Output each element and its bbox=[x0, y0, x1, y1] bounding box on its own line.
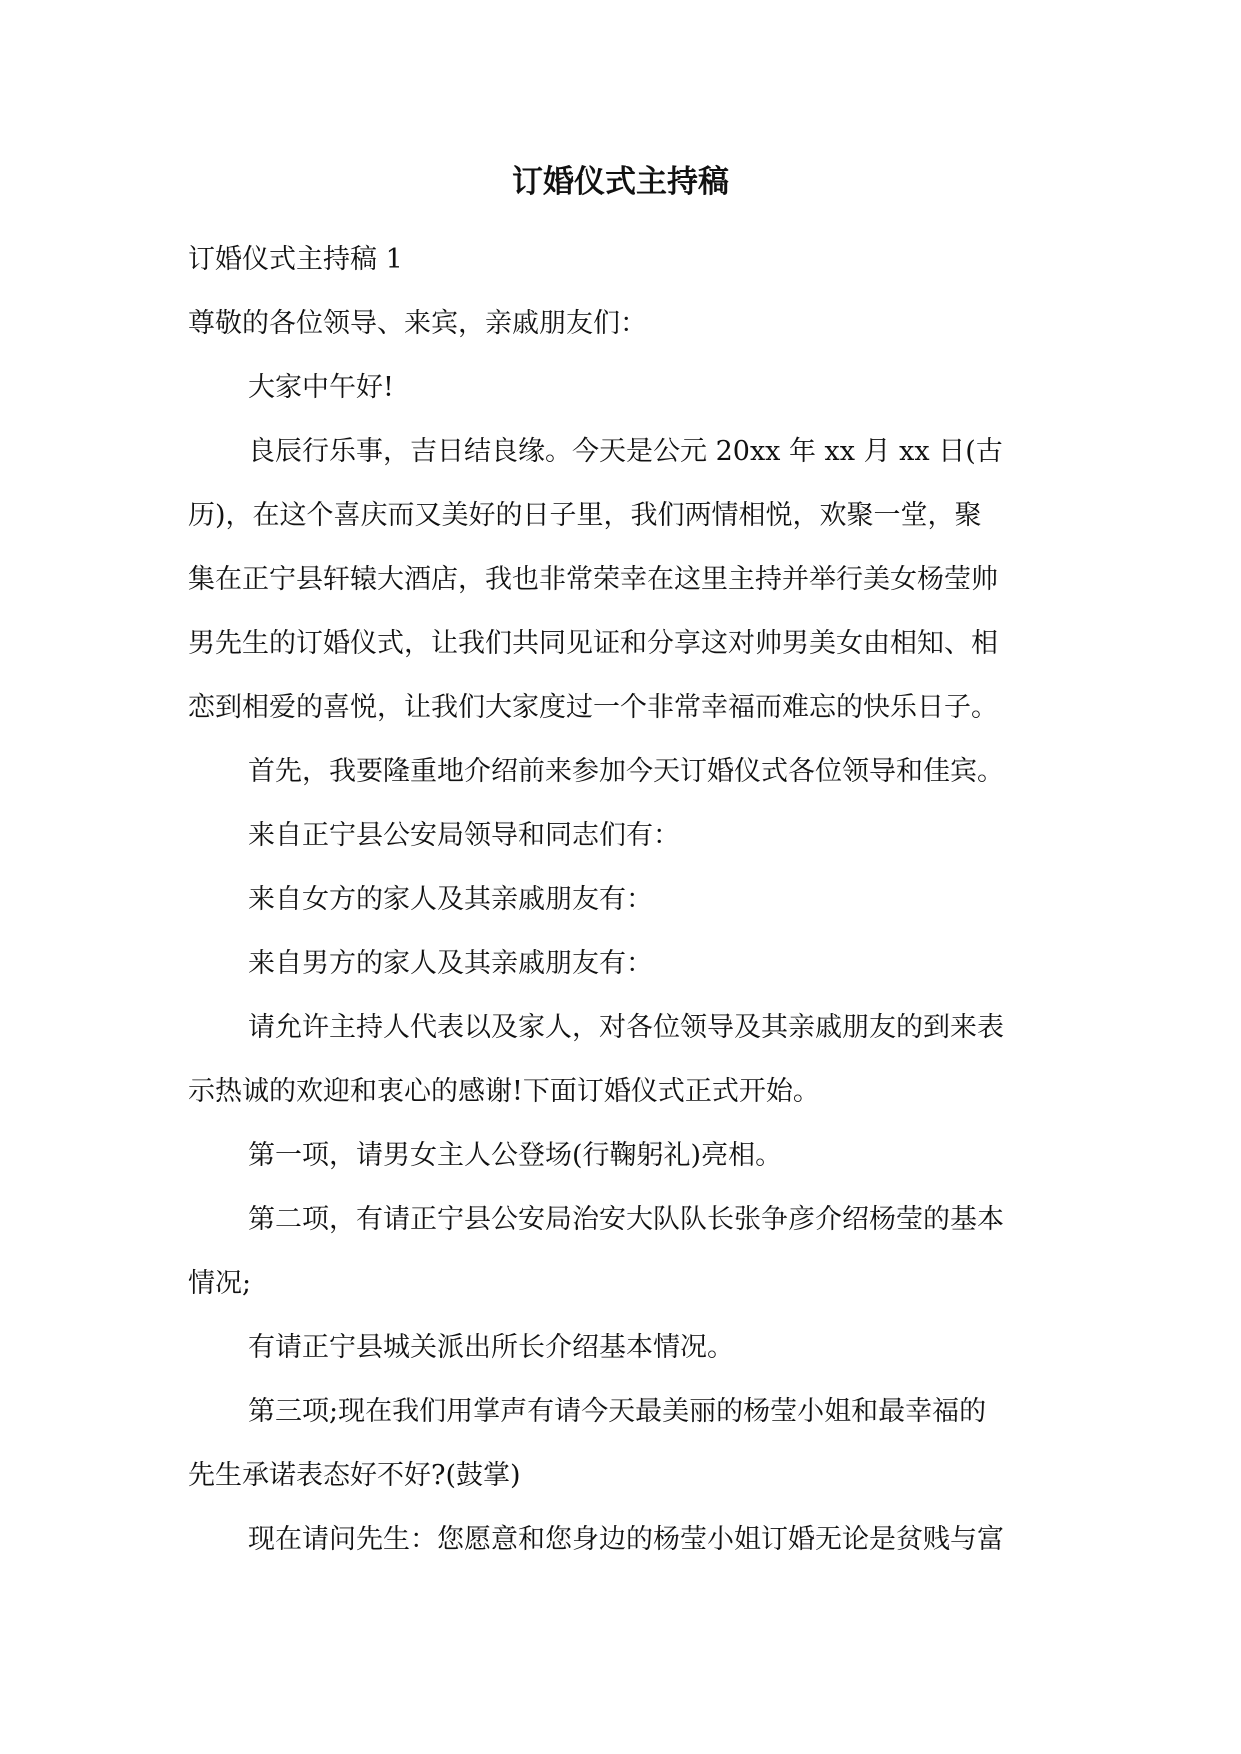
text-line: 大家中午好! bbox=[248, 372, 394, 403]
text-line: 情况; bbox=[188, 1268, 252, 1299]
text-line: 来自男方的家人及其亲戚朋友有： bbox=[248, 948, 653, 979]
text-line: 来自正宁县公安局领导和同志们有： bbox=[248, 820, 680, 851]
text-line: 历)，在这个喜庆而又美好的日子里，我们两情相悦，欢聚一堂，聚 bbox=[188, 500, 982, 531]
document-title: 订婚仪式主持稿 bbox=[512, 164, 729, 200]
text-line: 首先，我要隆重地介绍前来参加今天订婚仪式各位领导和佳宾。 bbox=[248, 756, 1004, 787]
text-line: 集在正宁县轩辕大酒店，我也非常荣幸在这里主持并举行美女杨莹帅 bbox=[188, 564, 998, 595]
text-line: 有请正宁县城关派出所长介绍基本情况。 bbox=[248, 1332, 734, 1363]
text-line: 订婚仪式主持稿 1 bbox=[188, 244, 403, 275]
text-line: 尊敬的各位领导、来宾，亲戚朋友们： bbox=[188, 308, 647, 339]
text-line: 来自女方的家人及其亲戚朋友有： bbox=[248, 884, 653, 915]
text-line: 第二项，有请正宁县公安局治安大队队长张争彦介绍杨莹的基本 bbox=[248, 1204, 1004, 1235]
text-line: 现在请问先生：您愿意和您身边的杨莹小姐订婚无论是贫贱与富 bbox=[248, 1524, 1004, 1555]
text-line: 第一项，请男女主人公登场(行鞠躬礼)亮相。 bbox=[248, 1140, 783, 1171]
text-line: 良辰行乐事，吉日结良缘。今天是公元 20xx 年 xx 月 xx 日(古 bbox=[248, 436, 1003, 467]
text-line: 男先生的订婚仪式，让我们共同见证和分享这对帅男美女由相知、相 bbox=[188, 628, 998, 659]
text-line: 恋到相爱的喜悦，让我们大家度过一个非常幸福而难忘的快乐日子。 bbox=[188, 692, 998, 723]
text-line: 示热诚的欢迎和衷心的感谢!下面订婚仪式正式开始。 bbox=[188, 1076, 820, 1107]
document-body bbox=[188, 228, 1070, 1572]
text-line: 先生承诺表态好不好?(鼓掌) bbox=[188, 1460, 521, 1491]
text-line: 请允许主持人代表以及家人，对各位领导及其亲戚朋友的到来表 bbox=[248, 1012, 1004, 1043]
text-line: 第三项;现在我们用掌声有请今天最美丽的杨莹小姐和最幸福的 bbox=[248, 1396, 987, 1427]
